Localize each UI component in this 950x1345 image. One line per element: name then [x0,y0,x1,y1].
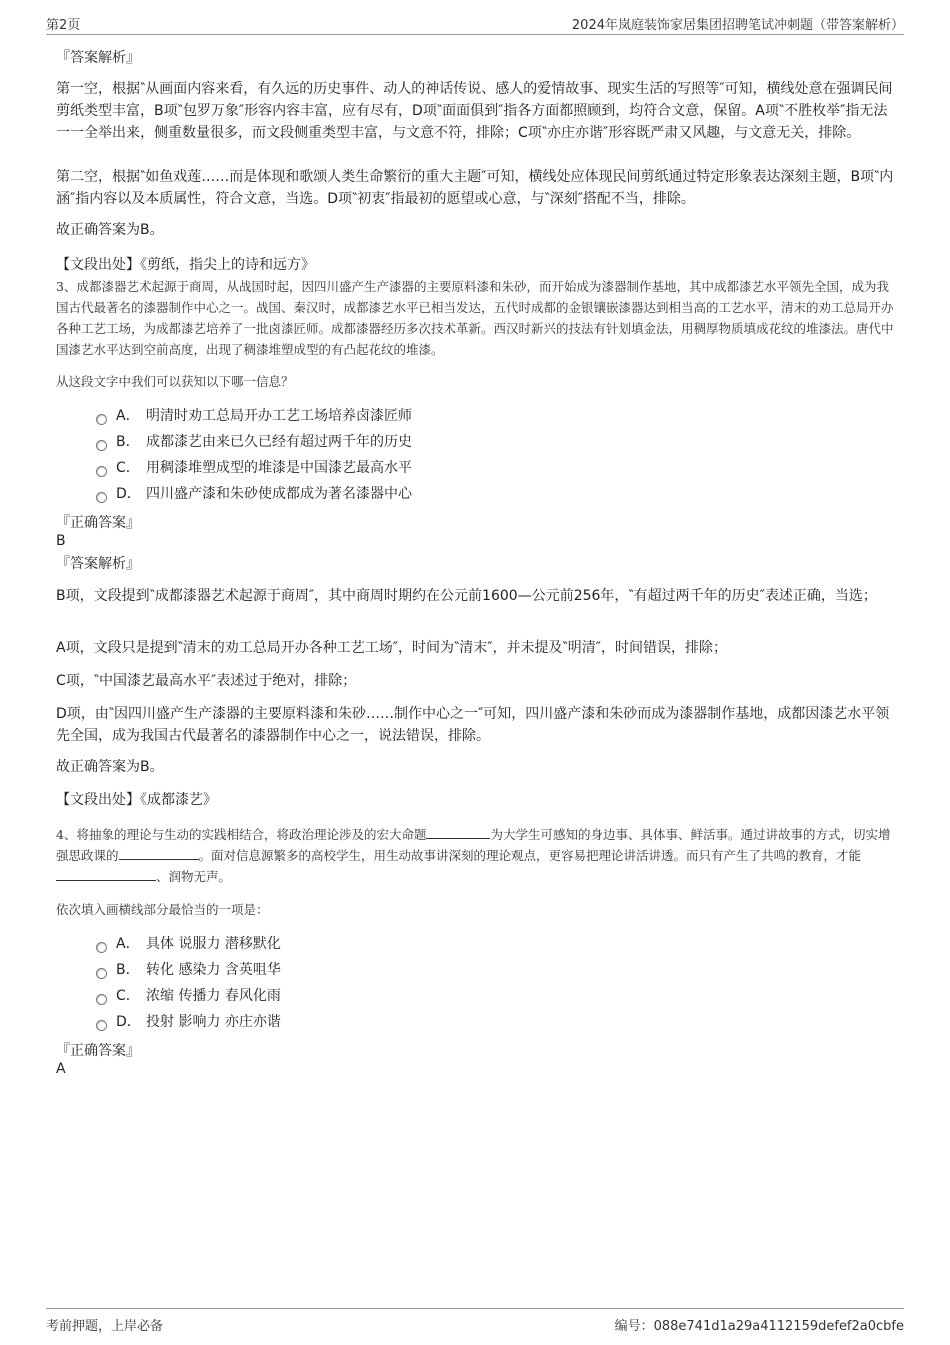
blank-2[interactable] [119,845,199,860]
radio-icon[interactable] [96,466,107,477]
q3-analysis-a: A项，文段只是提到‶清末的劝工总局开办各种工艺工场″，时间为‶清末″，并未提及‶明清″，时间错误，排除； [56,640,727,656]
radio-icon[interactable] [96,942,107,953]
q3-question: 从这段文字中我们可以获知以下哪一信息？ [56,374,294,389]
q4-option-a[interactable]: A． 具体 说服力 潜移默化 [96,933,281,955]
radio-icon[interactable] [96,414,107,425]
q2-analysis-para1: 第一空，根据‶从画面内容来看，有久远的历史事件、动人的神话传说、感人的爱情故事、现实生活的写照等″可知，横线处意在强调民间剪纸类型丰富，B项‶包罗万象″形容内容丰富，应有尽有，D项‶面面俱到″指各方面都照顾到，均符合文意，保留。A项‶不胜枚举″指无法一一全举出来，侧重数量很多，而文段侧重类型丰富，与文意不符，排除；C项‶亦庄亦谐″形容既严肃又风趣，与文意无关，排除。 [56,81,893,141]
q4-option-b[interactable]: B． 转化 感染力 含英咀华 [96,959,281,981]
page-footer [46,1308,904,1337]
page-header [46,12,904,35]
q2-analysis-para2: 第二空，根据‶如鱼戏莲……而是体现和歌颂人类生命繁衍的重大主题″可知，横线处应体现民间剪纸通过特定形象表达深刻主题，B项‶内涵″指内容以及本质属性，符合文意，当选。D项‶初衷″指最初的愿望或心意，与‶深刻″搭配不当，排除。 [56,169,894,207]
q3-analysis-d: D项，由‶因四川盛产生产漆器的主要原料漆和朱砂……制作中心之一″可知，四川盛产漆和朱砂而成为漆器制作基地，成都因漆艺水平领先全国，成为我国古代最著名的漆器制作中心之一，说法错误，排除。 [56,706,890,744]
q3-analysis-b: B项，文段提到‶成都漆器艺术起源于商周″，其中商周时期约在公元前1600—公元前256年，‶有超过两千年的历史″表述正确，当选； [56,588,877,604]
q4-question: 依次填入画横线部分最恰当的一项是： [56,902,269,917]
radio-icon[interactable] [96,994,107,1005]
footer-slogan: 考前押题，上岸必备 [46,1319,164,1334]
q4-stem: 4、将抽象的理论与生动的实践相结合，将政治理论涉及的宏大命题 为大学生可感知的身边事、具体事、鲜活事。通过讲故事的方式，切实增强思政课的 。面对信息源繁多的高校学生，用生动故事讲深刻的理论观点，更容易把理论讲活讲透。而只有产生了共鸣的教育，才能、润物无声。 [56,824,896,887]
q4-answer: A [56,1061,66,1077]
q3-option-a[interactable]: A． 明清时劝工总局开办工艺工场培养卤漆匠师 [96,405,412,427]
q3-option-d[interactable]: D． 四川盛产漆和朱砂使成都成为著名漆器中心 [96,483,412,505]
q3-answer: B [56,533,66,549]
document-title: 2024年岚庭装饰家居集团招聘笔试冲刺题（带答案解析） [571,18,904,33]
q2-analysis-label: 『答案解析』 [56,50,140,66]
q3-answer-label: 『正确答案』 [56,515,140,531]
q3-option-c[interactable]: C． 用稠漆堆塑成型的堆漆是中国漆艺最高水平 [96,457,412,479]
radio-icon[interactable] [96,1020,107,1031]
q3-stem: 3、成都漆器艺术起源于商周，从战国时起，因四川盛产生产漆器的主要原料漆和朱砂，而开始成为漆器制作基地，其中成都漆艺水平领先全国，成为我国古代最著名的漆器制作中心之一。战国、秦汉时，成都漆艺水平已相当发达，五代时成都的金银镶嵌漆器达到相当高的工艺水平，清末的劝工总局开办各种工艺工场，为成都漆艺培养了一批卤漆匠师。成都漆器经历多次技术革新。西汉时新兴的技法有针划填金法，用稠厚物质填成花纹的堆漆法。唐代中国漆艺水平达到空前高度，出现了稠漆堆塑成型的有凸起花纹的堆漆。 [56,279,894,357]
blank-3[interactable] [56,866,156,881]
document-id: 编号：088e741d1a29a4112159defef2a0cbfe [614,1319,904,1334]
q3-option-b[interactable]: B． 成都漆艺由来已久已经有超过两千年的历史 [96,431,412,453]
radio-icon[interactable] [96,440,107,451]
q3-source: 【文段出处】《成都漆艺》 [56,792,217,808]
radio-icon[interactable] [96,968,107,979]
q3-analysis-c: C项，‶中国漆艺最高水平″表述过于绝对，排除； [56,673,357,689]
blank-1[interactable] [426,824,490,839]
q4-option-d[interactable]: D． 投射 影响力 亦庄亦谐 [96,1011,281,1033]
q2-conclusion: 故正确答案为B。 [56,222,164,238]
q2-source: 【文段出处】《剪纸，指尖上的诗和远方》 [56,257,315,273]
radio-icon[interactable] [96,492,107,503]
q3-analysis-label: 『答案解析』 [56,556,140,572]
page-number: 第2页 [46,18,81,33]
q4-answer-label: 『正确答案』 [56,1043,140,1059]
q4-option-c[interactable]: C． 浓缩 传播力 春风化雨 [96,985,281,1007]
q3-conclusion: 故正确答案为B。 [56,759,164,775]
